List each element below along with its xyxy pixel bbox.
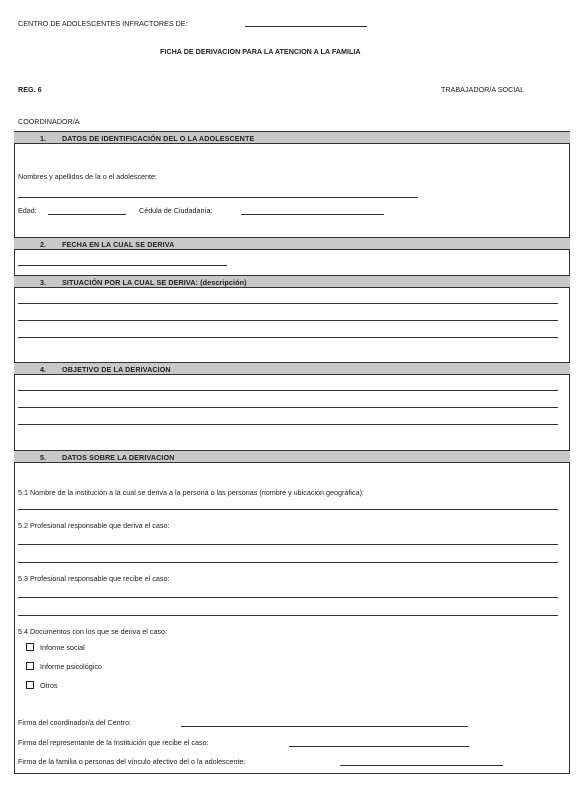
document-title: FICHA DE DERIVACION PARA LA ATENCION A LA FAMILIA bbox=[160, 47, 361, 56]
section-2-number: 2. bbox=[40, 240, 46, 249]
item-5-2-label: 5.2 Profesional responsable que deriva el caso: bbox=[18, 521, 170, 530]
nombres-label: Nombres y apellidos de la o el adolescente: bbox=[18, 172, 158, 181]
objetivo-line-1[interactable] bbox=[18, 390, 558, 391]
section-1-number: 1. bbox=[40, 134, 46, 143]
section-4-number: 4. bbox=[40, 365, 46, 374]
section-3-title: SITUACIÓN POR LA CUAL SE DERIVA: (descripción) bbox=[62, 278, 247, 287]
edad-field-line[interactable] bbox=[48, 214, 126, 215]
firma-coordinador-line[interactable] bbox=[181, 726, 468, 727]
situacion-line-3[interactable] bbox=[18, 337, 558, 338]
section-1-header bbox=[14, 131, 570, 144]
item-5-4-label: 5.4 Documentos con los que se deriva el caso: bbox=[18, 627, 168, 636]
situacion-line-2[interactable] bbox=[18, 320, 558, 321]
centro-field-line[interactable] bbox=[245, 26, 367, 27]
checkbox-otros-row[interactable] bbox=[26, 680, 58, 690]
section-4-title: OBJETIVO DE LA DERIVACION bbox=[62, 365, 171, 374]
trabajador-social-label: TRABAJADOR/A SOCIAL bbox=[441, 85, 525, 94]
centro-label: CENTRO DE ADOLESCENTES INFRACTORES DE: bbox=[18, 19, 188, 28]
firma-representante-label: Firma del representante de la Institución que recibe el caso: bbox=[18, 738, 209, 747]
checkbox-informe-social[interactable] bbox=[26, 643, 34, 651]
objetivo-line-3[interactable] bbox=[18, 424, 558, 425]
firma-representante-line[interactable] bbox=[289, 746, 469, 747]
checkbox-otros[interactable] bbox=[26, 681, 34, 689]
checkbox-otros-label: Otros bbox=[40, 680, 58, 690]
situacion-line-1[interactable] bbox=[18, 303, 558, 304]
item-5-3-line-2[interactable] bbox=[18, 615, 558, 616]
firma-familia-line[interactable] bbox=[340, 765, 503, 766]
section-3-header bbox=[14, 275, 570, 288]
section-2-header bbox=[14, 237, 570, 250]
item-5-2-line-2[interactable] bbox=[18, 562, 558, 563]
checkbox-informe-social-row[interactable] bbox=[26, 642, 85, 652]
item-5-1-line[interactable] bbox=[18, 509, 558, 510]
cedula-field-line[interactable] bbox=[241, 214, 384, 215]
checkbox-informe-psicologico-label: Informe psicológico bbox=[40, 661, 102, 671]
section-4-header bbox=[14, 362, 570, 375]
item-5-3-line-1[interactable] bbox=[18, 597, 558, 598]
section-5-header bbox=[14, 450, 570, 463]
item-5-3-label: 5.3 Profesional responsable que recibe el caso: bbox=[18, 574, 170, 583]
section-3-number: 3. bbox=[40, 278, 46, 287]
section-5-number: 5. bbox=[40, 453, 46, 462]
firma-coordinador-label: Firma del coordinador/a del Centro: bbox=[18, 718, 132, 727]
reg-label: REG. 6 bbox=[18, 85, 42, 94]
objetivo-line-2[interactable] bbox=[18, 407, 558, 408]
coordinador-label: COORDINADOR/A bbox=[18, 117, 80, 126]
firma-familia-label: Firma de la familia o personas del vínculo afectivo del o la adolescente: bbox=[18, 757, 246, 766]
fecha-field-line[interactable] bbox=[18, 265, 227, 266]
cedula-label: Cédula de Ciudadanía: bbox=[139, 206, 213, 215]
section-2-title: FECHA EN LA CUAL SE DERIVA bbox=[62, 240, 175, 249]
checkbox-informe-psicologico-row[interactable] bbox=[26, 661, 102, 671]
edad-label: Edad: bbox=[18, 206, 37, 215]
checkbox-informe-social-label: Informe social bbox=[40, 642, 85, 652]
item-5-1-label: 5.1 Nombre de la institución a la cual se deriva a la persona o las personas (nombre y ubicación geográfica): bbox=[18, 488, 364, 497]
checkbox-informe-psicologico[interactable] bbox=[26, 662, 34, 670]
section-5-title: DATOS SOBRE LA DERIVACION bbox=[62, 453, 175, 462]
item-5-2-line-1[interactable] bbox=[18, 544, 558, 545]
nombres-field-line[interactable] bbox=[18, 197, 418, 198]
section-1-title: DATOS DE IDENTIFICACIÓN DEL O LA ADOLESCENTE bbox=[62, 134, 255, 143]
